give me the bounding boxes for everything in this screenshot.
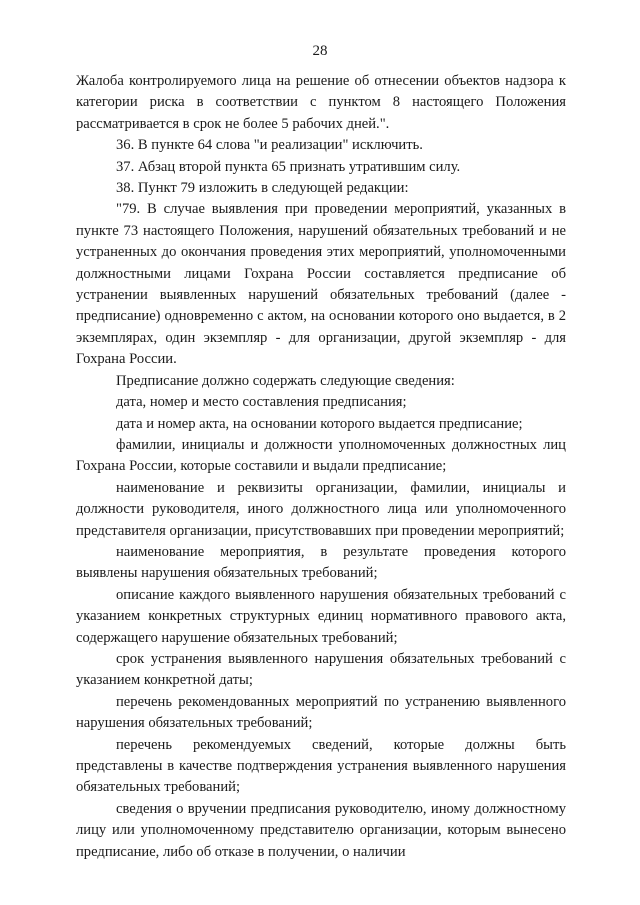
list-item-act-date-number: дата и номер акта, на основании которого выдается предписание; (116, 415, 523, 432)
paragraph-complaint-term: Жалоба контролируемого лица на решение об отнесении объектов надзора к категории риска в соответствии с пунктом 8 настоящего Положения рассматривается в срок не более 5 рабочих дней.". (76, 73, 566, 132)
paragraph-requirements-intro: Предписание должно содержать следующие сведения: (116, 372, 455, 389)
list-item-event-name: наименование мероприятия, в результате проведения которого выявлены нарушения обязательных требований; (76, 543, 566, 582)
list-item-recommended-measures: перечень рекомендованных мероприятий по устранению выявленного нарушения обязательных требований; (76, 693, 566, 732)
list-item-delivery-info: сведения о вручении предписания руководителю, иному должностному лицу или уполномоченному представителю организации, которым вынесено предписание, либо об отказе в получении, о наличии (76, 800, 566, 860)
paragraph-point-79: "79. В случае выявления при проведении мероприятий, указанных в пункте 73 настоящего Положения, нарушений обязательных требований и не устраненных до окончания проведения этих мероприятий, уполномоченными должностными лицами Гохрана России составляется предписание об устранении выявленных нарушений обязательных требований (далее - предписание) одновременно с актом, на основании которого оно выдается, в 2 экземплярах, один экземпляр - для организации, другой экземпляр - для Гохрана России. (76, 201, 566, 368)
page-number: 28 (312, 43, 328, 59)
list-item-organization-details: наименование и реквизиты организации, фамилии, инициалы и должности руководителя, иного должностного лица или уполномоченного представителя организации, присутствовавших при проведении мероприятий; (76, 479, 566, 539)
document-body (76, 71, 566, 863)
list-item-recommended-info: перечень рекомендуемых сведений, которые должны быть представлены в качестве подтверждения устранения выявленного нарушения обязательных требований; (76, 736, 566, 796)
list-item-violation-description: описание каждого выявленного нарушения обязательных требований с указанием конкретных структурных единиц нормативного правового акта, содержащего нарушение обязательных требований; (76, 586, 566, 646)
list-item-date-number-place: дата, номер и место составления предписания; (116, 394, 407, 411)
list-item-deadline: срок устранения выявленного нарушения обязательных требований с указанием конкретной даты; (76, 650, 566, 689)
paragraph-item-36: 36. В пункте 64 слова "и реализации" исключить. (116, 137, 423, 154)
paragraph-item-37: 37. Абзац второй пункта 65 признать утратившим силу. (116, 158, 461, 175)
list-item-officials: фамилии, инициалы и должности уполномоченных должностных лиц Гохрана России, которые составили и выдали предписание; (76, 436, 566, 475)
paragraph-item-38: 38. Пункт 79 изложить в следующей редакции: (116, 180, 409, 197)
